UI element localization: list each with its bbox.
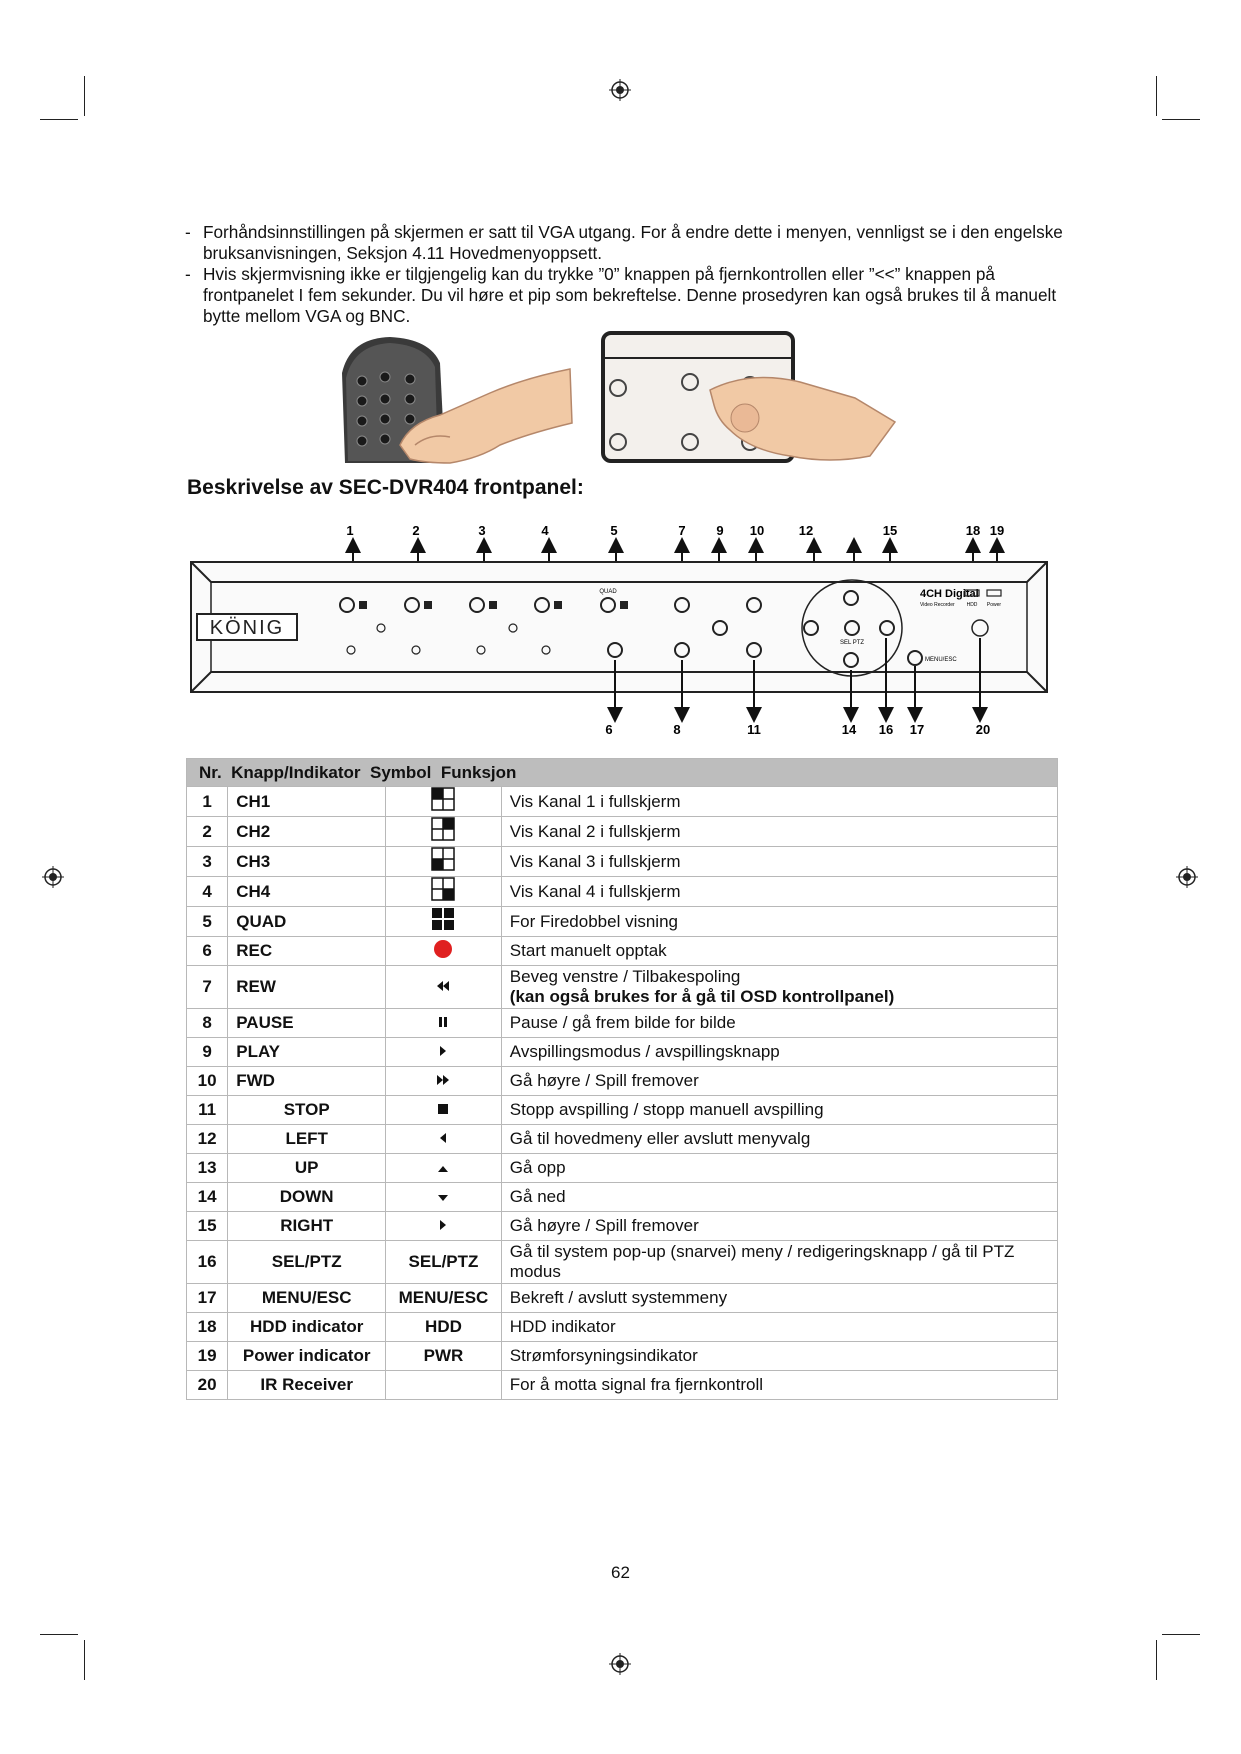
symbol-cell	[386, 1284, 502, 1313]
row-number: 2	[187, 817, 228, 847]
remote-control-photo	[340, 333, 575, 465]
function-cell	[501, 1154, 1057, 1183]
function-text: Pause / gå frem bilde for bilde	[509, 1013, 736, 1032]
row-number: 20	[187, 1371, 228, 1400]
row-number: 13	[187, 1154, 228, 1183]
row-number: 17	[187, 1284, 228, 1313]
function-text: Bekreft / avslutt systemmeny	[509, 1288, 728, 1307]
function-text: Vis Kanal 3 i fullskjerm	[509, 851, 681, 871]
table-row	[187, 1183, 1058, 1212]
down-arrow-icon	[437, 1187, 449, 1207]
rewind-icon	[436, 977, 450, 997]
brand-logo: KÖNIG	[209, 617, 285, 639]
function-text: Stopp avspilling / stopp manuell avspilling	[509, 1100, 824, 1119]
row-number: 8	[187, 1009, 228, 1038]
button-name: CH2	[228, 817, 386, 847]
symbol-text: HDD	[425, 1317, 462, 1336]
row-number: 15	[187, 1212, 228, 1241]
row-number: 11	[187, 1096, 228, 1125]
function-cell	[501, 966, 1057, 1009]
function-text: Gå høyre / Spill fremover	[509, 1071, 699, 1090]
symbol-text: MENU/ESC	[398, 1288, 489, 1307]
crop-mark	[84, 1640, 85, 1680]
table-row	[187, 1371, 1058, 1400]
table-row	[187, 1125, 1058, 1154]
row-number: 9	[187, 1038, 228, 1067]
symbol-cell	[386, 1183, 502, 1212]
symbol-cell	[386, 847, 502, 877]
button-function-table	[186, 758, 1058, 1400]
function-cell	[501, 1212, 1057, 1241]
function-cell	[501, 1183, 1057, 1212]
front-panel-closeup-photo	[600, 330, 900, 466]
table-row	[187, 817, 1058, 847]
callout-number: 5	[610, 523, 618, 538]
crop-mark	[1162, 1634, 1200, 1635]
registration-mark-icon	[609, 79, 631, 101]
symbol-cell	[386, 1096, 502, 1125]
symbol-cell	[386, 817, 502, 847]
symbol-cell	[386, 1212, 502, 1241]
symbol-cell	[386, 1067, 502, 1096]
function-text: Start manuelt opptak	[509, 941, 667, 960]
callout-number: 2	[412, 523, 420, 538]
row-number: 1	[187, 787, 228, 817]
callout-numbers-bottom	[605, 722, 990, 737]
callout-number: 16	[878, 722, 894, 737]
button-name: LEFT	[228, 1125, 386, 1154]
callout-number: 3	[478, 523, 486, 538]
up-arrow-icon	[437, 1158, 449, 1178]
symbol-cell	[386, 1038, 502, 1067]
callout-number: 9	[716, 523, 724, 538]
crop-mark	[40, 1634, 78, 1635]
ch2-icon	[431, 817, 455, 846]
function-text: Gå til system pop-up (snarvei) meny / redigeringsknapp / gå til PTZ modus	[509, 1242, 1015, 1281]
function-text: Beveg venstre / Tilbakespoling	[509, 967, 741, 986]
button-name: PAUSE	[228, 1009, 386, 1038]
row-number: 3	[187, 847, 228, 877]
symbol-cell	[386, 966, 502, 1009]
table-row	[187, 877, 1058, 907]
function-cell	[501, 1038, 1057, 1067]
callout-number: 11	[747, 722, 761, 737]
table-row	[187, 966, 1058, 1009]
crop-mark	[1156, 76, 1157, 116]
record-dot-icon	[433, 939, 453, 964]
row-number: 14	[187, 1183, 228, 1212]
power-indicator-label: Power	[986, 602, 1002, 608]
symbol-cell	[386, 1009, 502, 1038]
function-cell	[501, 1125, 1057, 1154]
front-panel-diagram	[187, 520, 1055, 740]
button-name: SEL/PTZ	[228, 1241, 386, 1284]
registration-mark-icon	[609, 1653, 631, 1675]
table-row	[187, 1096, 1058, 1125]
callout-number: 12	[798, 523, 814, 538]
function-text: HDD indikator	[509, 1317, 616, 1336]
crop-mark	[40, 119, 78, 120]
function-cell	[501, 907, 1057, 937]
button-name: REW	[228, 966, 386, 1009]
function-text: Avspillingsmodus / avspillingsknapp	[509, 1042, 780, 1061]
button-name: CH4	[228, 877, 386, 907]
row-number: 7	[187, 966, 228, 1009]
crop-mark	[1162, 119, 1200, 120]
hdd-indicator-label: HDD	[966, 602, 978, 608]
function-cell	[501, 1342, 1057, 1371]
symbol-cell	[386, 907, 502, 937]
ch1-icon	[431, 787, 455, 816]
callout-number: 19	[989, 523, 1005, 538]
row-number: 10	[187, 1067, 228, 1096]
row-number: 5	[187, 907, 228, 937]
button-name: FWD	[228, 1067, 386, 1096]
table-row	[187, 1212, 1058, 1241]
table-row	[187, 1009, 1058, 1038]
symbol-cell	[386, 1313, 502, 1342]
table-row	[187, 787, 1058, 817]
table-header: Nr. Knapp/Indikator Symbol Funksjon	[187, 759, 1058, 787]
button-name: CH3	[228, 847, 386, 877]
table-row	[187, 1241, 1058, 1284]
function-cell	[501, 817, 1057, 847]
function-cell	[501, 847, 1057, 877]
button-name: QUAD	[228, 907, 386, 937]
symbol-cell	[386, 937, 502, 966]
button-name: IR Receiver	[228, 1371, 386, 1400]
button-name: PLAY	[228, 1038, 386, 1067]
sel-ptz-label: SEL PTZ	[839, 640, 865, 646]
table-row	[187, 1154, 1058, 1183]
function-cell	[501, 1371, 1057, 1400]
function-text: Gå opp	[509, 1158, 566, 1177]
symbol-cell	[386, 1241, 502, 1284]
callout-number: 4	[541, 523, 549, 538]
symbol-cell	[386, 1154, 502, 1183]
symbol-text: SEL/PTZ	[408, 1252, 479, 1271]
table-row	[187, 937, 1058, 966]
function-text: Gå ned	[509, 1187, 566, 1206]
callout-number: 17	[909, 722, 925, 737]
left-arrow-icon	[439, 1129, 447, 1149]
table-row	[187, 847, 1058, 877]
ch3-icon	[431, 847, 455, 876]
row-number: 4	[187, 877, 228, 907]
pause-icon	[438, 1013, 448, 1033]
symbol-cell	[386, 1125, 502, 1154]
button-name: UP	[228, 1154, 386, 1183]
fast-forward-icon	[436, 1071, 450, 1091]
function-cell	[501, 1284, 1057, 1313]
symbol-cell	[386, 877, 502, 907]
function-cell	[501, 1009, 1057, 1038]
table-header-row	[187, 759, 1058, 787]
symbol-text: PWR	[423, 1346, 464, 1365]
button-name: RIGHT	[228, 1212, 386, 1241]
table-row	[187, 1038, 1058, 1067]
callout-number: 6	[605, 722, 613, 737]
row-number: 18	[187, 1313, 228, 1342]
button-name: CH1	[228, 787, 386, 817]
crop-mark	[84, 76, 85, 116]
function-text: Vis Kanal 4 i fullskjerm	[509, 881, 681, 901]
intro-bullets	[185, 222, 1065, 327]
callout-number: 1	[346, 523, 354, 538]
button-name: Power indicator	[228, 1342, 386, 1371]
callout-number: 8	[673, 722, 681, 737]
callout-numbers-top	[346, 523, 1004, 538]
menu-esc-label: MENU/ESC	[925, 657, 957, 663]
button-name: STOP	[228, 1096, 386, 1125]
callout-number: 10	[749, 523, 765, 538]
function-text: For å motta signal fra fjernkontroll	[509, 1375, 764, 1394]
function-cell	[501, 877, 1057, 907]
registration-mark-icon	[42, 866, 64, 888]
page-number: 62	[611, 1563, 630, 1582]
bullet-item: - Forhåndsinnstillingen på skjermen er satt til VGA utgang. For å endre dette i menyen, vennligst se i den engelske bruksanvisningen, Seksjon 4.11 Hovedmenyoppsett.	[185, 222, 1063, 263]
model-badge: 4CH Digital	[920, 588, 979, 600]
function-cell	[501, 1067, 1057, 1096]
symbol-cell	[386, 787, 502, 817]
quad-label: QUAD	[599, 589, 617, 595]
function-cell	[501, 1096, 1057, 1125]
symbol-cell	[386, 1371, 502, 1400]
section-heading: Beskrivelse av SEC-DVR404 frontpanel:	[187, 476, 584, 499]
table-row	[187, 1342, 1058, 1371]
bullet-item: - Hvis skjermvisning ikke er tilgjengelig kan du trykke ”0” knappen på fjernkontrollen eller ”<<” knappen på frontpanelet I fem sekunder. Du vil høre et pip som bekreftelse. Denne prosedyren kan også brukes til å manuelt bytte mellom VGA og BNC.	[185, 264, 1057, 326]
callout-number: 20	[975, 722, 991, 737]
table-row	[187, 907, 1058, 937]
function-text: Gå høyre / Spill fremover	[509, 1216, 699, 1235]
function-cell	[501, 1241, 1057, 1284]
stop-icon	[437, 1100, 449, 1120]
callout-number: 7	[678, 523, 686, 538]
play-icon	[439, 1042, 447, 1062]
function-text: Vis Kanal 1 i fullskjerm	[509, 791, 681, 811]
function-cell	[501, 1313, 1057, 1342]
button-name: DOWN	[228, 1183, 386, 1212]
symbol-cell	[386, 1342, 502, 1371]
ch4-icon	[431, 877, 455, 906]
function-cell	[501, 937, 1057, 966]
callout-number: 15	[882, 523, 898, 538]
function-text: Gå til hovedmeny eller avslutt menyvalg	[509, 1129, 811, 1148]
button-name: MENU/ESC	[228, 1284, 386, 1313]
table-row	[187, 1284, 1058, 1313]
row-number: 6	[187, 937, 228, 966]
row-number: 16	[187, 1241, 228, 1284]
function-text: For Firedobbel visning	[509, 911, 678, 931]
right-arrow-icon	[439, 1216, 447, 1236]
crop-mark	[1156, 1640, 1157, 1680]
registration-mark-icon	[1176, 866, 1198, 888]
table-row	[187, 1313, 1058, 1342]
function-cell	[501, 787, 1057, 817]
row-number: 12	[187, 1125, 228, 1154]
quad-icon	[431, 907, 455, 936]
function-text: Strømforsyningsindikator	[509, 1346, 698, 1365]
row-number: 19	[187, 1342, 228, 1371]
function-note: (kan også brukes for å gå til OSD kontrollpanel)	[509, 987, 895, 1006]
button-name: HDD indicator	[228, 1313, 386, 1342]
button-name: REC	[228, 937, 386, 966]
callout-number: 18	[965, 523, 981, 538]
table-row	[187, 1067, 1058, 1096]
callout-number: 14	[841, 722, 857, 737]
model-badge-sub: Video Recorder	[920, 602, 955, 608]
function-text: Vis Kanal 2 i fullskjerm	[509, 821, 681, 841]
